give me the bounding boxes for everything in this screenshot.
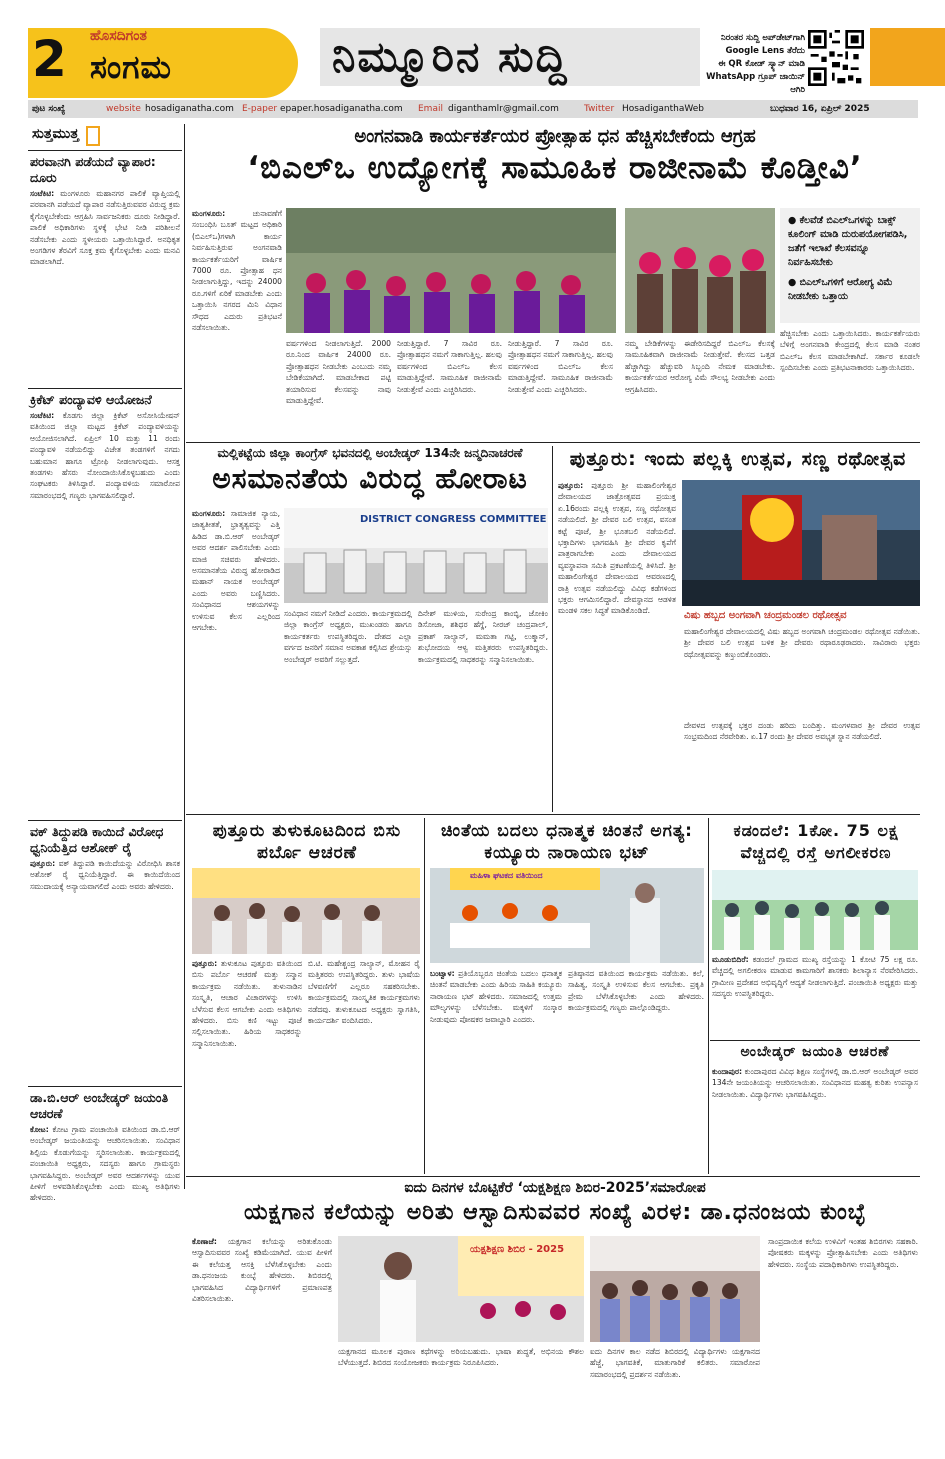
- yakshagana-headline: ಯಕ್ಷಗಾನ ಕಲೆಯನ್ನು ಅರಿತು ಆಸ್ವಾದಿಸುವವರ ಸಂಖ್ಯೆ ವಿರಳ: ಡಾ.ಧನಂಜಯ ಕುಂಬ್ಳೆ: [243, 1200, 867, 1225]
- dateline: ಸಂಟೆಕಿಟಿ:: [30, 189, 55, 198]
- ambedkar-headline: ಅಂಬೇಡ್ಕರ್ ಜಯಂತಿ ಆಚರಣೆ: [740, 1044, 890, 1060]
- story-text: ಪುತ್ತೂರು ಶ್ರೀ ಮಹಾಲಿಂಗೇಶ್ವರ ದೇವಾಲಯದ ಜಾತ್ರೋತ್ಸವದ ಪ್ರಯುಕ್ತ ಏ.16ರಂದು ಪಲ್ಲಕ್ಕಿ ಉತ್ಸವ, ಸಣ್ಣ ರಥೋತ್ಸವ ನಡೆಯಲಿದೆ. ಶ್ರೀ ದೇವರ ಬಲಿ ಉತ್ಸವ, ವಸಂತ ಕಟ್ಟೆ ಪೂಜೆ, ಶ್ರೀ ಭೂತಬಲಿ ನಡೆಯಲಿದೆ. ಭಕ್ತಾದಿಗಳು ಭಾಗವಹಿಸಿ ಶ್ರೀ ದೇವರ ಕೃಪೆಗೆ ಪಾತ್ರರಾಗಬೇಕು ಎಂದು ದೇವಾಲಯದ ವ್ಯವಸ್ಥಾಪನಾ ಸಮಿತಿ ಪ್ರಕಟಣೆಯಲ್ಲಿ ತಿಳಿಸಿದೆ.: [558, 481, 676, 570]
- qr-line: Google Lens ತೆರೆದು: [725, 46, 805, 56]
- page-label: ಪುಟ ಸಂಖ್ಯೆ: [32, 104, 66, 114]
- tulu-photo: [192, 868, 420, 954]
- page-title: ನಿಮ್ಮೂರಿನ ಸುದ್ದಿ: [332, 32, 569, 81]
- qr-line: ನಿರಂತರ ಸುದ್ದಿ ಅಪ್‌ಡೇಟ್‌ಗಾಗಿ: [721, 33, 805, 43]
- story-text: ಶ್ರೀ ಮಹಾಲಿಂಗೇಶ್ವರ ದೇವಾಲಯದ ಆವರಣದಲ್ಲಿ ರಾತ್ರಿ ಉತ್ಸವ ನಡೆಯಲಿದ್ದು ವಿವಿಧ ಕಡೆಗಳಿಂದ ಭಕ್ತರು ಆಗಮಿಸಲಿದ್ದಾರೆ. ದೇವಸ್ಥಾನದ ಆಡಳಿತ ಮಂಡಳಿ ಸಕಲ ಸಿದ್ಧತೆ ಮಾಡಿಕೊಂಡಿದೆ.: [558, 560, 676, 616]
- story-text: ಕುಂದಾಪುರದ ವಿವಿಧ ಶಿಕ್ಷಣ ಸಂಸ್ಥೆಗಳಲ್ಲಿ ಡಾ.ಬಿ.ಆರ್ ಅಂಬೇಡ್ಕರ್ ಅವರ 134ನೇ ಜಯಂತಿಯನ್ನು ಆಚರಿಸಲಾಯಿತು. ಸಂವಿಧಾನದ ಮಹತ್ವ ಕುರಿತು ಉಪನ್ಯಾಸ ನೀಡಲಾಯಿತು. ವಿದ್ಯಾರ್ಥಿಗಳು ಭಾಗವಹಿಸಿದ್ದರು.: [712, 1067, 918, 1099]
- kayyur-photo: [430, 868, 704, 963]
- highlight-text: ಬಿಎಲ್‌ಒಗಳಿಗೆ ಆರೋಗ್ಯ ವಿಮೆ ನೀಡಬೇಕು ಒತ್ತಾಯ: [788, 277, 893, 302]
- story-headline: ಪರವಾನಗಿ ಪಡೆಯದೆ ವ್ಯಾಪಾರ: ದೂರು: [30, 154, 156, 185]
- dateline: ಕುಂದಾಪುರ:: [712, 1067, 743, 1076]
- lead-body-5: ನಮ್ಮ ಬೇಡಿಕೆಗಳನ್ನು ಈಡೇರಿಸದಿದ್ದರೆ ಬಿಎಲ್‌ಒ ಕೆಲಸಕ್ಕೆ ಸಾಮೂಹಿಕವಾಗಿ ರಾಜೀನಾಮೆ ನೀಡುತ್ತೇವೆ. ಕೆಲಸದ ಒತ್ತಡ ಹೆಚ್ಚಾಗಿದ್ದು ಹೆಚ್ಚುವರಿ ಸಿಬ್ಬಂದಿ ನೇಮಕ ಮಾಡಬೇಕು. ಕಾರ್ಯಕರ್ತೆಯರ ಆರೋಗ್ಯ ವಿಮೆ ಸೌಲಭ್ಯ ನೀಡಬೇಕು ಎಂದು ಆಗ್ರಹಿಸಿದರು.: [625, 339, 775, 394]
- story-text: ಕೋಟ ಗ್ರಾಮ ಪಂಚಾಯಿತಿ ವತಿಯಿಂದ ಡಾ.ಬಿ.ಆರ್ ಅಂಬೇಡ್ಕರ್ ಜಯಂತಿಯನ್ನು ಆಚರಿಸಲಾಯಿತು. ಸಂವಿಧಾನ ಶಿಲ್ಪಿಯ ಕೊಡುಗೆಯನ್ನು ಸ್ಮರಿಸಲಾಯಿತು. ಕಾರ್ಯಕ್ರಮದಲ್ಲಿ ಪಂಚಾಯಿತಿ ಅಧ್ಯಕ್ಷರು, ಸದಸ್ಯರು ಹಾಗೂ ಗ್ರಾಮಸ್ಥರು ಭಾಗವಹಿಸಿದ್ದರು. ಅಂಬೇಡ್ಕರ್ ಅವರ ಆದರ್ಶಗಳನ್ನು ಯುವ ಪೀಳಿಗೆ ಅಳವಡಿಸಿಕೊಳ್ಳಬೇಕು ಎಂದು ಮುಖ್ಯ ಅತಿಥಿಗಳು ಹೇಳಿದರು.: [30, 1125, 180, 1203]
- column-rule: [708, 818, 709, 1174]
- brand-title: ಸುತ್ತಮುತ್ತ: [32, 126, 79, 142]
- lead-highlights: [780, 208, 920, 323]
- dateline: ಪುತ್ತೂರು:: [558, 481, 584, 490]
- divider: [710, 1040, 920, 1041]
- masthead-accent: [870, 28, 945, 86]
- highlight-item: ● ಬಿಎಲ್‌ಒಗಳಿಗೆ ಆರೋಗ್ಯ ವಿಮೆ ನೀಡಬೇಕು ಒತ್ತಾಯ: [788, 277, 893, 302]
- divider: [28, 820, 182, 821]
- kayyur-headline: ಚಿಂತೆಯ ಬದಲು ಧನಾತ್ಮಕ ಚಿಂತನೆ ಅಗತ್ಯ: ಕಯ್ಯೂರು ನಾರಾಯಣ ಭಟ್: [441, 821, 693, 863]
- congress-body-2: ಸಂವಿಧಾನ ನಮಗೆ ನೀಡಿದೆ ಎಂದರು. ಕಾರ್ಯಕ್ರಮದಲ್ಲಿ ಜಿಲ್ಲಾ ಕಾಂಗ್ರೆಸ್ ಅಧ್ಯಕ್ಷರು, ಮುಖಂಡರು ಹಾಗೂ ಕಾರ್ಯಕರ್ತರು ಉಪಸ್ಥಿತರಿದ್ದರು. ದೇಶದ ಎಲ್ಲಾ ವರ್ಗದ ಜನರಿಗೆ ಸಮಾನ ಅವಕಾಶ ಕಲ್ಪಿಸಿದ ಶ್ರೇಯಸ್ಸು ಅಂಬೇಡ್ಕರ್ ಅವರಿಗೆ ಸಲ್ಲುತ್ತದೆ.: [284, 609, 412, 664]
- lead-headline: ‘ಬಿಎಲ್‌ಒ ಉದ್ಯೋಗಕ್ಕೆ ಸಾಮೂಹಿಕ ರಾಜೀನಾಮೆ ಕೊಡ್ತೀವಿ’: [247, 150, 863, 186]
- column-rule: [552, 446, 553, 812]
- email-label: Email: [418, 104, 443, 114]
- congress-body-3: ದಿನೇಶ್ ಮುಳಿಯ, ಸುರೇಂದ್ರ ಕಾಂಬ್ಳಿ, ಜೋಕಿಂ ಡಿಸೋಜಾ, ಶಶಿಧರ ಹೆಗ್ಡೆ, ನೀರಜ್ ಚಂದ್ರಪಾಲ್, ಪ್ರಕಾಶ್ ಸಾಲ್ಯಾನ್, ಮಮತಾ ಗಟ್ಟಿ, ಲುಕ್ಮಾನ್, ಶುಭೋದಯ ಆಳ್ವ ಮತ್ತಿತರರು ಉಪಸ್ಥಿತರಿದ್ದರು. ಕಾರ್ಯಕ್ರಮದಲ್ಲಿ ಸಾಧಕರನ್ನು ಸನ್ಮಾನಿಸಲಾಯಿತು.: [418, 609, 548, 664]
- dateline: ಮಂಗಳೂರು:: [192, 209, 226, 218]
- tulu-body-2: ಬಿ.ಟಿ. ಮಹೇಶ್ಚಂದ್ರ ಸಾಲ್ಯಾನ್, ಮೋಹನ ರೈ ಮತ್ತಿತರರು ಉಪಸ್ಥಿತರಿದ್ದರು. ತುಳು ಭಾಷೆಯ ಬೆಳವಣಿಗೆಗೆ ಎಲ್ಲರೂ ಸಹಕರಿಸಬೇಕು. ಕಾರ್ಯಕ್ರಮದಲ್ಲಿ ಸಾಂಸ್ಕೃತಿಕ ಕಾರ್ಯಕ್ರಮಗಳು ನಡೆದವು. ತುಳುಕೂಟದ ಅಧ್ಯಕ್ಷರು ಸ್ವಾಗತಿಸಿ, ಕಾರ್ಯದರ್ಶಿ ವಂದಿಸಿದರು.: [308, 959, 420, 1026]
- puttur-body: [558, 480, 676, 810]
- road-photo: [712, 870, 918, 950]
- tulu-headline: ಪುತ್ತೂರು ತುಳುಕೂಟದಿಂದ ಬಿಸು ಪರ್ಬೊ ಆಚರಣೆ: [212, 821, 402, 863]
- qr-instructions: [700, 32, 805, 97]
- column-rule: [424, 818, 425, 1174]
- yakshagana-body: [192, 1236, 332, 1446]
- lead-kicker: ಅಂಗನವಾಡಿ ಕಾರ್ಯಕರ್ತೆಯರ ಪ್ರೋತ್ಸಾಹ ಧನ ಹೆಚ್ಚಿಸಬೇಕೆಂದು ಆಗ್ರಹ: [354, 126, 756, 147]
- divider: [186, 814, 920, 815]
- tulu-body: [192, 958, 302, 1170]
- story-text: ತುಳುಕೂಟ ಪುತ್ತೂರು ವತಿಯಿಂದ ಬಿಸು ಪರ್ಬೊ ಆಚರಣೆ ಮತ್ತು ಸನ್ಮಾನ ಕಾರ್ಯಕ್ರಮ ನಡೆಯಿತು. ತುಳುನಾಡಿನ ಸಂಸ್ಕೃತಿ, ಆಚಾರ ವಿಚಾರಗಳನ್ನು ಉಳಿಸಿ ಬೆಳೆಸುವ ಕೆಲಸ ಆಗಬೇಕು ಎಂದು ಅತಿಥಿಗಳು ಹೇಳಿದರು. ಬಿಸು ಕಣಿ ಇಟ್ಟು ಪೂಜೆ ಸಲ್ಲಿಸಲಾಯಿತು. ಹಿರಿಯ ಸಾಧಕರನ್ನು ಸನ್ಮಾನಿಸಲಾಯಿತು.: [192, 959, 302, 1048]
- story-body: [30, 188, 180, 398]
- story-headline: ಕ್ರಿಕೆಟ್ ಪಂದ್ಯಾವಳಿ ಆಯೋಜನೆ: [30, 392, 152, 407]
- left-story-1: [30, 154, 180, 398]
- column-rule: [184, 124, 185, 1189]
- protest-photo-1: [286, 208, 616, 333]
- website-link[interactable]: hosadiganatha.com: [145, 104, 234, 114]
- story-text: ವಕ್ ತಿದ್ದುಪಡಿ ಕಾಯಿದೆಯನ್ನು ವಿರೋಧಿಸಿ ಶಾಸಕ ಅಶೋಕ್ ರೈ ಧ್ವನಿಯೆತ್ತಿದ್ದಾರೆ. ಈ ಕಾಯಿದೆಯಿಂದ ಸಮುದಾಯಕ್ಕೆ ಅನ್ಯಾಯವಾಗಲಿದೆ ಎಂದು ಅವರು ಹೇಳಿದರು.: [30, 859, 180, 891]
- qr-line: WhatsApp ಗ್ರೂಪ್‌ ಜಾಯಿನ್ ಆಗಿರಿ: [706, 72, 805, 95]
- congress-body: [192, 508, 280, 808]
- page-number: 2: [32, 30, 67, 88]
- left-story-3: [30, 824, 180, 1068]
- ambedkar-body: [712, 1066, 918, 1170]
- story-headline: ಡಾ.ಬಿ.ಆರ್ ಅಂಬೇಡ್ಕರ್ ಜಯಂತಿ ಆಚರಣೆ: [30, 1090, 169, 1121]
- kayyur-banner: ಮಹಿಳಾ ಘಟಕದ ವತಿಯಿಂದ: [470, 871, 543, 880]
- twitter-link[interactable]: HosadiganthaWeb: [622, 104, 704, 114]
- kayyur-body: [430, 968, 562, 1172]
- puttur-body-3: ದೇವಳದ ಉತ್ಸವಕ್ಕೆ ಭಕ್ತರ ದಂಡು ಹರಿದು ಬಂದಿತ್ತು. ಮಂಗಳವಾರ ಶ್ರೀ ದೇವರ ಉತ್ಸವ ಸಂಭ್ರಮದಿಂದ ನೆರವೇರಿತು. ಏ.17 ರಂದು ಶ್ರೀ ದೇವರ ಅವಭೃತ ಸ್ನಾನ ನಡೆಯಲಿದೆ.: [684, 721, 920, 742]
- story-body: [30, 858, 180, 1068]
- left-story-2: [30, 392, 180, 790]
- yakshagana-photo-2: [590, 1236, 760, 1342]
- divider: [28, 388, 182, 389]
- congress-kicker: ಮಲ್ಲಿಕಟ್ಟೆಯ ಜಿಲ್ಲಾ ಕಾಂಗ್ರೆಸ್‌ ಭವನದಲ್ಲಿ ಅಂಬೇಡ್ಕರ್ 134ನೇ ಜನ್ಮದಿನಾಚರಣೆ: [217, 446, 523, 460]
- yakshagana-kicker: ಐದು ದಿನಗಳ ಬೊಟ್ಟಿಕೆರೆ ‘ಯಕ್ಷಶಿಕ್ಷಣ ಶಿಬಿರ-2025’ಸಮಾರೋಪ: [404, 1180, 706, 1196]
- story-text: ಕೊಡಗು ಜಿಲ್ಲಾ ಕ್ರಿಕೆಟ್ ಅಸೋಸಿಯೇಷನ್ ವತಿಯಿಂದ ಜಿಲ್ಲಾ ಮಟ್ಟದ ಕ್ರಿಕೆಟ್ ಪಂದ್ಯಾವಳಿಯನ್ನು ಆಯೋಜಿಸಲಾಗಿದೆ. ಏಪ್ರಿಲ್ 10 ಮತ್ತು 11 ರಂದು ಪಂದ್ಯಾವಳಿ ನಡೆಯಲಿದ್ದು ವಿಜೇತ ತಂಡಗಳಿಗೆ ನಗದು ಬಹುಮಾನ ಹಾಗೂ ಟ್ರೋಫಿ ನೀಡಲಾಗುವುದು. ಆಸಕ್ತ ತಂಡಗಳು ಹೆಸರು ನೋಂದಾಯಿಸಿಕೊಳ್ಳಬಹುದು ಎಂದು ಸಂಘಟಕರು ತಿಳಿಸಿದ್ದಾರೆ. ಪಂದ್ಯಾವಳಿಯ ಸಮಾರೋಪ ಸಮಾರಂಭದಲ್ಲಿ ಗಣ್ಯರು ಭಾಗವಹಿಸಲಿದ್ದಾರೆ.: [30, 411, 180, 500]
- epaper-link[interactable]: epaper.hosadiganatha.com: [280, 104, 403, 114]
- story-text: ಚುನಾವಣೆಗೆ ಸಂಬಂಧಿಸಿ ಬೂತ್ ಮಟ್ಟದ ಅಧಿಕಾರಿ (ಬಿಎಲ್‌ಒ)ಗಳಾಗಿ ಕಾರ್ಯ ನಿರ್ವಹಿಸುತ್ತಿರುವ ಅಂಗನವಾಡಿ ಕಾರ್ಯಕರ್ತೆಯರಿಗೆ ವಾರ್ಷಿಕ 7000 ರೂ. ಪ್ರೋತ್ಸಾಹ ಧನ ನೀಡಲಾಗುತ್ತಿದ್ದು, ಇದನ್ನು 24000 ರೂ.ಗಳಿಗೆ ಏರಿಕೆ ಮಾಡಬೇಕು ಎಂದು ಒತ್ತಾಯಿಸಿ ನಗರದ ಮಿನಿ ವಿಧಾನ ಸೌಧದ ಎದುರು ಪ್ರತಿಭಟನೆ ನಡೆಸಲಾಯಿತು.: [192, 209, 282, 333]
- protest-photo-2: [625, 208, 775, 333]
- photo-caption: ವಿಷು ಹಬ್ಬದ ಅಂಗವಾಗಿ ಚಂದ್ರಮಂಡಲ ರಥೋತ್ಸವ: [684, 610, 847, 621]
- info-bar: [28, 100, 918, 118]
- story-text: ಪ್ರತಿಯೊಬ್ಬರೂ ಚಿಂತೆಯ ಬದಲು ಧನಾತ್ಮಕ ಚಿಂತನೆ ಮಾಡಬೇಕು ಎಂದು ಹಿರಿಯ ಸಾಹಿತಿ ಕಯ್ಯೂರು ನಾರಾಯಣ ಭಟ್ ಹೇಳಿದರು. ಸಮಾಜದಲ್ಲಿ ಉತ್ತಮ ಮೌಲ್ಯಗಳನ್ನು ಬೆಳೆಸಬೇಕು. ಮಕ್ಕಳಿಗೆ ಸಂಸ್ಕಾರ ನೀಡುವುದು ಪೋಷಕರ ಜವಾಬ್ದಾರಿ ಎಂದರು.: [430, 969, 562, 1024]
- story-text: ಕಡಂದಲೆ ಗ್ರಾಮದ ಮುಖ್ಯ ರಸ್ತೆಯನ್ನು 1 ಕೋಟಿ 75 ಲಕ್ಷ ರೂ. ವೆಚ್ಚದಲ್ಲಿ ಅಗಲೀಕರಣ ಮಾಡುವ ಕಾಮಗಾರಿಗೆ ಶಾಸಕರು ಶಿಲಾನ್ಯಾಸ ನೆರವೇರಿಸಿದರು. ಗ್ರಾಮೀಣ ಪ್ರದೇಶದ ಅಭಿವೃದ್ಧಿಗೆ ಆದ್ಯತೆ ನೀಡಲಾಗುತ್ತಿದೆ. ಪಂಚಾಯಿತಿ ಅಧ್ಯಕ್ಷರು ಮತ್ತು ಸದಸ್ಯರು ಉಪಸ್ಥಿತರಿದ್ದರು.: [712, 955, 918, 999]
- dateline: ಮಂಗಳೂರು:: [192, 509, 226, 518]
- email-link[interactable]: diganthamlr@gmail.com: [448, 104, 559, 114]
- highlight-item: ● ಕೆಲವೆಡೆ ಬಿಎಲ್‌ಒಗಳನ್ನು ಬಾಕ್ಸ್ ಕೂಲಿಂಗ್‌ ಮಾಡಿ ದುರುಪಯೋಗಪಡಿಸಿ, ಜತೆಗೆ ಇಲಾಖೆ ಕೆಲಸವನ್ನೂ ನಿರ್ವಹಿಸಬೇಕು: [788, 215, 908, 268]
- puttur-headline: ಪುತ್ತೂರು: ಇಂದು ಪಲ್ಲಕ್ಕಿ ಉತ್ಸವ, ಸಣ್ಣ ರಥೋತ್ಸವ: [569, 448, 907, 470]
- dateline: ಪುತ್ತೂರು:: [30, 859, 56, 868]
- left-story-4: [30, 1090, 180, 1224]
- road-headline: ಕಡಂದಲೆ: 1ಕೋ. 75 ಲಕ್ಷ ವೆಚ್ಚದಲ್ಲಿ ರಸ್ತೆ ಅಗಲೀಕರಣ: [733, 821, 899, 862]
- yakshagana-body-2: ಯಕ್ಷಗಾನದ ಮೂಲಕ ಪುರಾಣ ಕಥೆಗಳನ್ನು ಅರಿಯಬಹುದು. ಭಾಷಾ ಶುದ್ಧತೆ, ಅಭಿನಯ ಕೌಶಲ ಬೆಳೆಯುತ್ತದೆ. ಶಿಬಿರದ ಸಂಯೋಜಕರು ಕಾರ್ಯಕ್ರಮ ನಿರೂಪಿಸಿದರು.: [338, 1347, 584, 1368]
- dateline: ಬಂಟ್ವಾಳ:: [430, 969, 455, 978]
- dateline: ಮೂಡುಬಿದಿರೆ:: [712, 955, 749, 964]
- lead-body-2: ವರ್ಷಗಳಿಂದ ನೀಡಲಾಗುತ್ತಿದೆ. 2000 ರೂ.ನಿಂದ ವಾರ್ಷಿಕ 24000 ರೂ. ಪ್ರೋತ್ಸಾಹಧನ ನೀಡಬೇಕು ಎಂಬುದು ನಮ್ಮ ಬೇಡಿಕೆಯಾಗಿದೆ. ಮಾಡಬೇಕಾದ ಪಟ್ಟಿ ತಯಾರಿಸುವ ಕೆಲಸವನ್ನು ನಾವು ಮಾಡುತ್ತಿದ್ದೇವೆ.: [286, 339, 391, 406]
- story-text: ಯಕ್ಷಗಾನ ಕಲೆಯನ್ನು ಅರಿತುಕೊಂಡು ಆಸ್ವಾದಿಸುವವರ ಸಂಖ್ಯೆ ಕಡಿಮೆಯಾಗಿದೆ. ಯುವ ಪೀಳಿಗೆ ಈ ಕಲೆಯತ್ತ ಆಸಕ್ತಿ ಬೆಳೆಸಿಕೊಳ್ಳಬೇಕು ಎಂದು ಡಾ.ಧನಂಜಯ ಕುಂಬ್ಳೆ ಹೇಳಿದರು. ಶಿಬಿರದಲ್ಲಿ ಭಾಗವಹಿಸಿದ ವಿದ್ಯಾರ್ಥಿಗಳಿಗೆ ಪ್ರಮಾಣಪತ್ರ ವಿತರಿಸಲಾಯಿತು.: [192, 1237, 332, 1304]
- section-name: ಸಂಗಮ: [90, 48, 172, 86]
- story-text: ಸಾಮಾಜಿಕ ನ್ಯಾಯ, ಜಾತ್ಯತೀತತೆ, ಭ್ರಾತೃತ್ವವನ್ನು ಎತ್ತಿ ಹಿಡಿದ ಡಾ.ಬಿ.ಆರ್ ಅಂಬೇಡ್ಕರ್ ಅವರ ಆದರ್ಶ ಪಾಲಿಸಬೇಕು ಎಂದು ಮಾಜಿ ಸಚಿವರು ಹೇಳಿದರು. ಅಸಮಾನತೆಯ ವಿರುದ್ಧ ಹೋರಾಡಿದ ಮಹಾನ್ ನಾಯಕ ಅಂಬೇಡ್ಕರ್ ಎಂದು ಅವರು ಬಣ್ಣಿಸಿದರು. ಸಂವಿಧಾನದ ಆಶಯಗಳನ್ನು ಉಳಿಸುವ ಕೆಲಸ ಎಲ್ಲರಿಂದ ಆಗಬೇಕು.: [192, 509, 280, 633]
- chariot-photo: [682, 480, 920, 606]
- dateline: ಸಂಟೆಕಿಟಿ:: [30, 411, 55, 420]
- divider: [28, 150, 182, 151]
- lead-body-3: ನೀಡುತ್ತಿದ್ದಾರೆ. 7 ಸಾವಿರ ರೂ. ಪ್ರೋತ್ಸಾಹಧನ ನಮಗೆ ಸಾಕಾಗುತ್ತಿಲ್ಲ. ಹಲವು ವರ್ಷಗಳಿಂದ ಬಿಎಲ್‌ಒ ಕೆಲಸ ಮಾಡುತ್ತಿದ್ದೇವೆ. ಸಾಮೂಹಿಕ ರಾಜೀನಾಮೆ ನೀಡುತ್ತೇವೆ ಎಂದು ಎಚ್ಚರಿಸಿದರು.: [397, 339, 502, 394]
- yakshagana-body-3: ಐದು ದಿನಗಳ ಕಾಲ ನಡೆದ ಶಿಬಿರದಲ್ಲಿ ವಿದ್ಯಾರ್ಥಿಗಳು ಯಕ್ಷಗಾನದ ಹೆಜ್ಜೆ, ಭಾಗವತಿಕೆ, ಮಾತುಗಾರಿಕೆ ಕಲಿತರು. ಸಮಾರೋಪ ಸಮಾರಂಭದಲ್ಲಿ ಪ್ರದರ್ಶನ ನಡೆಯಿತು.: [590, 1347, 760, 1379]
- yakshagana-banner: ಯಕ್ಷಶಿಕ್ಷಣ ಶಿಬಿರ - 2025: [470, 1244, 565, 1255]
- divider: [186, 442, 920, 443]
- story-body: [30, 410, 180, 790]
- qr-code-icon[interactable]: [808, 30, 864, 86]
- brand-logo-icon: [86, 126, 100, 146]
- lead-body-4: ನೀಡುತ್ತಿದ್ದಾರೆ. 7 ಸಾವಿರ ರೂ. ಪ್ರೋತ್ಸಾಹಧನ ನಮಗೆ ಸಾಕಾಗುತ್ತಿಲ್ಲ. ಹಲವು ವರ್ಷಗಳಿಂದ ಬಿಎಲ್‌ಒ ಕೆಲಸ ಮಾಡುತ್ತಿದ್ದೇವೆ. ಸಾಮೂಹಿಕ ರಾಜೀನಾಮೆ ನೀಡುತ್ತೇವೆ ಎಂದು ಎಚ್ಚರಿಸಿದರು.: [508, 339, 613, 394]
- website-label: website: [106, 104, 141, 114]
- lead-body: [192, 208, 282, 438]
- dateline: ಕೋಟ:: [30, 1125, 49, 1134]
- lead-body-6: ಹೆಚ್ಚಿಸಬೇಕು ಎಂದು ಒತ್ತಾಯಿಸಿದರು. ಕಾರ್ಯಕರ್ತೆಯರು ಬೆಳಿಗ್ಗೆ ಅಂಗನವಾಡಿ ಕೇಂದ್ರದಲ್ಲಿ ಕೆಲಸ ಮಾಡಿ ನಂತರ ಬಿಎಲ್‌ಒ ಕೆಲಸ ಮಾಡಬೇಕಾಗಿದೆ. ಸರ್ಕಾರ ಕೂಡಲೇ ಸ್ಪಂದಿಸಬೇಕು ಎಂದು ಪ್ರತಿಭಟನಾಕಾರರು ಒತ್ತಾಯಿಸಿದರು.: [780, 329, 920, 373]
- epaper-label: E-paper: [242, 104, 278, 114]
- title-box: [320, 28, 700, 86]
- kayyur-body-2: ಪ್ರತಿಷ್ಠಾನದ ವತಿಯಿಂದ ಕಾರ್ಯಕ್ರಮ ನಡೆಯಿತು. ಕಲೆ, ಸಾಹಿತ್ಯ, ಸಂಸ್ಕೃತಿ ಉಳಿಸುವ ಕೆಲಸ ಆಗಬೇಕು. ಪ್ರಕೃತಿ ಪ್ರೇಮ ಬೆಳೆಸಿಕೊಳ್ಳಬೇಕು ಎಂದು ಹೇಳಿದರು. ಕಾರ್ಯಕ್ರಮದಲ್ಲಿ ಗಣ್ಯರು ಪಾಲ್ಗೊಂಡಿದ್ದರು.: [568, 969, 704, 1013]
- twitter-label: Twitter: [584, 104, 615, 114]
- road-body: [712, 954, 918, 1034]
- story-headline: ವಕ್ ತಿದ್ದುಪಡಿ ಕಾಯಿದೆ ವಿರೋಧ ಧ್ವನಿಯೆತ್ತಿದ ಆಶೋಕ್ ರೈ: [30, 824, 164, 855]
- congress-headline: ಅಸಮಾನತೆಯ ವಿರುದ್ಧ ಹೋರಾಟ: [212, 462, 528, 495]
- highlight-text: ಕೆಲವೆಡೆ ಬಿಎಲ್‌ಒಗಳನ್ನು ಬಾಕ್ಸ್ ಕೂಲಿಂಗ್‌ ಮಾಡಿ ದುರುಪಯೋಗಪಡಿಸಿ, ಜತೆಗೆ ಇಲಾಖೆ ಕೆಲಸವನ್ನೂ ನಿರ್ವಹಿಸಬೇಕು: [788, 215, 908, 268]
- dateline: ಪುತ್ತೂರು:: [192, 959, 218, 968]
- puttur-body-2: ಮಹಾಲಿಂಗೇಶ್ವರ ದೇವಾಲಯದಲ್ಲಿ ವಿಷು ಹಬ್ಬದ ಅಂಗವಾಗಿ ಚಂದ್ರಮಂಡಲ ರಥೋತ್ಸವ ನಡೆಯಿತು. ಶ್ರೀ ದೇವರ ಬಲಿ ಉತ್ಸವ ಬಳಿಕ ಶ್ರೀ ದೇವರು ರಥಾರೂಢರಾದರು. ಸಾವಿರಾರು ಭಕ್ತರು ರಥೋತ್ಸವವನ್ನು ಕಣ್ತುಂಬಿಕೊಂಡರು.: [684, 627, 920, 659]
- paper-name: ಹೊಸದಿಗಂತ: [90, 28, 147, 44]
- story-body: [30, 1124, 180, 1224]
- issue-date: ಬುಧವಾರ 16, ಏಪ್ರಿಲ್ 2025: [770, 104, 870, 114]
- story-text: ಮಂಗಳೂರು ಮಹಾನಗರ ಪಾಲಿಕೆ ವ್ಯಾಪ್ತಿಯಲ್ಲಿ ಪರವಾನಗಿ ಪಡೆಯದೆ ವ್ಯಾಪಾರ ನಡೆಸುತ್ತಿರುವವರ ವಿರುದ್ಧ ಕ್ರಮ ಕೈಗೊಳ್ಳಬೇಕೆಂದು ಆಗ್ರಹಿಸಿ ಸಾರ್ವಜನಿಕರು ದೂರು ನೀಡಿದ್ದಾರೆ. ಪಾಲಿಕೆ ಅಧಿಕಾರಿಗಳು ಸ್ಥಳಕ್ಕೆ ಭೇಟಿ ನೀಡಿ ಪರಿಶೀಲನೆ ನಡೆಸಬೇಕು ಎಂದು ಸ್ಥಳೀಯರು ಒತ್ತಾಯಿಸಿದ್ದಾರೆ. ಅನಧಿಕೃತ ಅಂಗಡಿಗಳ ತೆರವಿಗೆ ಸೂಕ್ತ ಕ್ರಮ ಕೈಗೊಳ್ಳಬೇಕು ಎಂದು ಮನವಿ ಮಾಡಲಾಗಿದೆ.: [30, 189, 180, 267]
- divider: [28, 1086, 182, 1087]
- dateline: ಕೊಣಾಜೆ:: [192, 1237, 217, 1246]
- divider: [186, 1176, 920, 1177]
- congress-banner: DISTRICT CONGRESS COMMITTEE: [360, 514, 547, 525]
- yakshagana-body-4: ಸಾಂಪ್ರದಾಯಿಕ ಕಲೆಯ ಉಳಿವಿಗೆ ಇಂತಹ ಶಿಬಿರಗಳು ಸಹಕಾರಿ. ಪೋಷಕರು ಮಕ್ಕಳನ್ನು ಪ್ರೋತ್ಸಾಹಿಸಬೇಕು ಎಂದು ಅತಿಥಿಗಳು ಹೇಳಿದರು. ಸಂಸ್ಥೆಯ ಪದಾಧಿಕಾರಿಗಳು ಉಪಸ್ಥಿತರಿದ್ದರು.: [768, 1237, 918, 1269]
- qr-line: ಈ QR ಕೋಡ್‌ ಸ್ಕ್ಯಾನ್ ಮಾಡಿ: [718, 59, 805, 69]
